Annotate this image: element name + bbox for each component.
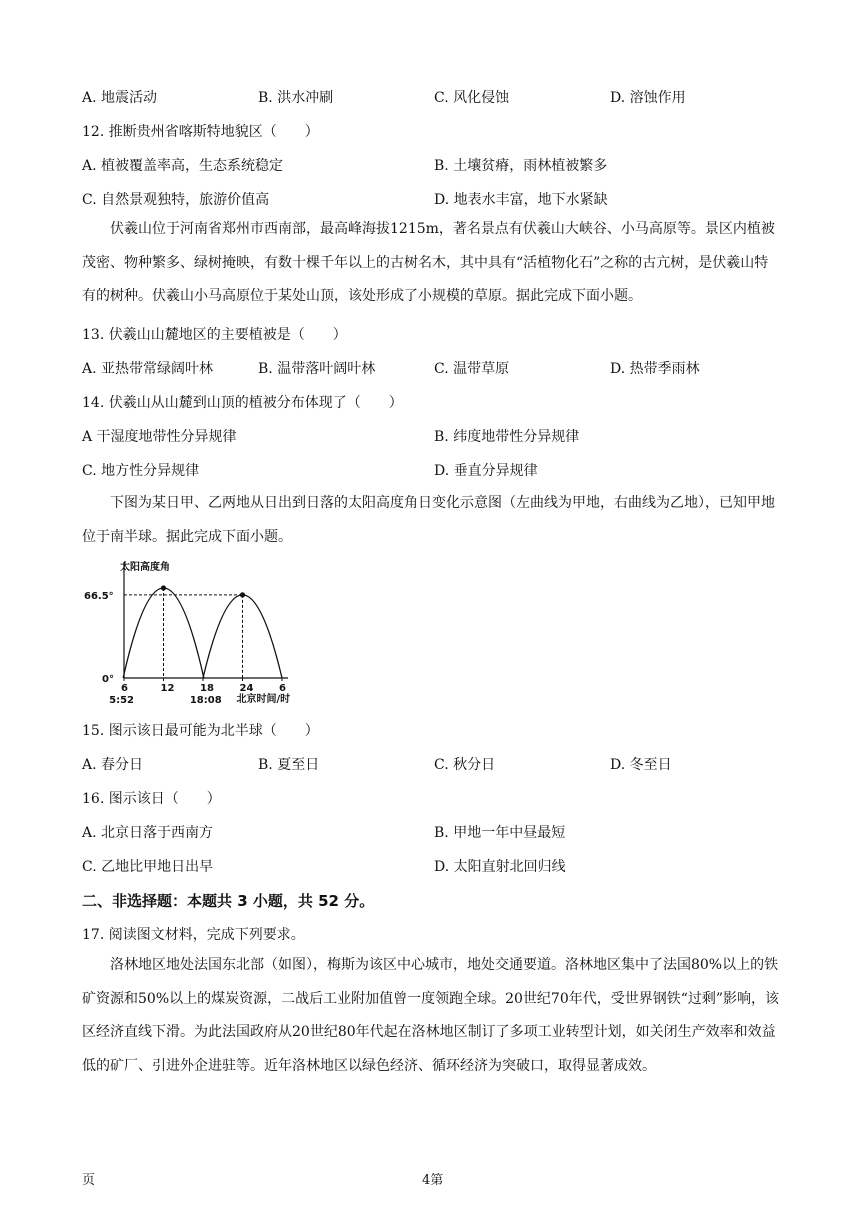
q16-option-c: C. 乙地比甲地日出早 [82, 859, 214, 875]
q16-option-d: D. 太阳直射北回归线 [434, 859, 566, 875]
q13-option-c: C. 温带草原 [434, 361, 510, 377]
q12-option-c: C. 自然景观独特，旅游价值高 [82, 192, 270, 208]
x-tick-label: 24 [239, 683, 254, 694]
passage-sun-altitude: 下图为某日甲、乙两地从日出到日落的太阳高度角日变化示意图（左曲线为甲地，右曲线为乙地），已知甲地位于南半球。据此完成下面小题。 [82, 495, 775, 545]
y-tick-label: 0° [102, 674, 114, 685]
q12-option-b: B. 土壤贫瘠，雨林植被繁多 [434, 158, 608, 174]
q14-option-b: B. 纬度地带性分异规律 [434, 429, 580, 445]
x-sub-label: 5:52 [109, 695, 135, 706]
peak-point-yi [240, 592, 245, 597]
q13-stem: 13. 伏羲山山麓地区的主要植被是（ ） [82, 327, 347, 343]
x-tick-label: 6 [121, 683, 128, 694]
q15-option-a: A. 春分日 [82, 757, 144, 773]
q16-option-a: A. 北京日落于西南方 [82, 825, 214, 841]
q11-option-d: D. 溶蚀作用 [610, 90, 686, 106]
q15-stem: 15. 图示该日最可能为北半球（ ） [82, 723, 319, 739]
passage-fuxi-mountain: 伏羲山位于河南省郑州市西南部，最高峰海拔1215m，著名景点有伏羲山大峡谷、小马高原等。景区内植被茂密、物种繁多、绿树掩映，有数十棵千年以上的古树名木，其中具有“活植物化石”之称的古亢树，是伏羲山特有的树种。伏羲山小马高原位于某处山顶，该处形成了小规模的草原。据此完成下面小题。 [82, 221, 775, 304]
q13-option-b: B. 温带落叶阔叶林 [258, 361, 376, 377]
q12-stem: 12. 推断贵州省喀斯特地貌区（ ） [82, 124, 319, 140]
sun-altitude-chart [82, 556, 342, 706]
q15-option-b: B. 夏至日 [258, 757, 320, 773]
q16-option-b: B. 甲地一年中昼最短 [434, 825, 566, 841]
q15-option-c: C. 秋分日 [434, 757, 496, 773]
q11-option-a: A. 地震活动 [82, 90, 158, 106]
peak-point-jia [161, 585, 166, 590]
q14-option-d: D. 垂直分异规律 [434, 463, 538, 479]
x-tick-label: 18 [200, 683, 214, 694]
x-tick-label: 6 [279, 683, 286, 694]
section-heading: 二、非选择题：本题共 3 小题，共 52 分。 [82, 892, 375, 910]
q15-option-d: D. 冬至日 [610, 757, 672, 773]
y-tick-label: 66.5° [84, 590, 114, 602]
q14-stem: 14. 伏羲山从山麓到山顶的植被分布体现了（ ） [82, 395, 403, 411]
footer-page-label: 页 [82, 1173, 96, 1188]
footer-page-number: 4第 [422, 1173, 444, 1188]
q13-option-a: A. 亚热带常绿阔叶林 [82, 361, 214, 377]
x-tick-label: 12 [160, 683, 175, 694]
q11-option-c: C. 风化侵蚀 [434, 90, 510, 106]
passage-lorraine: 洛林地区地处法国东北部（如图），梅斯为该区中心城市，地处交通要道。洛林地区集中了法国80%以上的铁矿资源和50%以上的煤炭资源，二战后工业附加值曾一度领跑全球。20世纪70年代，受世界钢铁“过剩”影响，该区经济直线下滑。为此法国政府从20世纪80年代起在洛林地区制订了多项工业转型计划，如关闭生产效率和效益低的矿厂、引进外企进驻等。近年洛林地区以绿色经济、循环经济为突破口，取得显著成效。 [82, 957, 780, 1074]
y-axis-label: 太阳高度角 [120, 562, 170, 573]
x-axis-label: 北京时间/时 [236, 694, 291, 705]
q17-stem: 17. 阅读图文材料，完成下列要求。 [82, 927, 305, 943]
q11-option-b: B. 洪水冲刷 [258, 90, 334, 106]
x-sub-label: 18:08 [189, 695, 222, 706]
q13-option-d: D. 热带季雨林 [610, 361, 700, 377]
q14-option-a: A 干湿度地带性分异规律 [82, 429, 237, 445]
q12-option-d: D. 地表水丰富，地下水紧缺 [434, 192, 608, 208]
q12-option-a: A. 植被覆盖率高，生态系统稳定 [82, 158, 284, 174]
q16-stem: 16. 图示该日（ ） [82, 791, 221, 807]
q14-option-c: C. 地方性分异规律 [82, 463, 200, 479]
